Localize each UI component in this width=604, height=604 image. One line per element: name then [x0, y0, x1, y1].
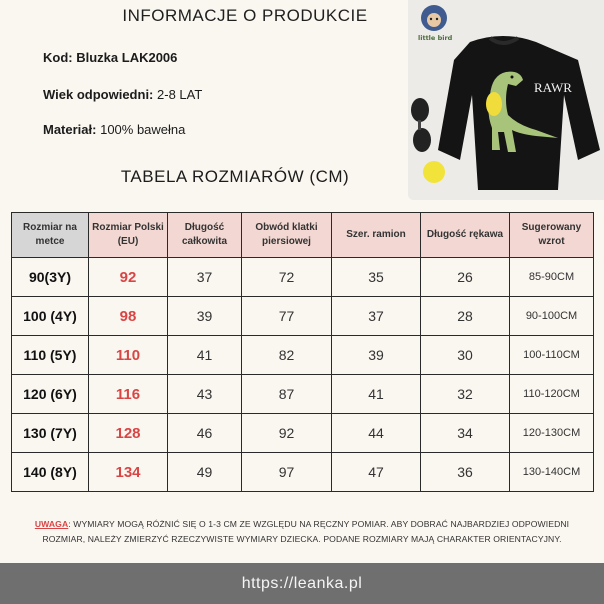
table-row — [12, 336, 594, 375]
polish-size-cell: 98 — [89, 297, 168, 336]
sleeve-cell: 32 — [421, 375, 510, 414]
tag-size-cell: 130 (7Y) — [12, 414, 89, 453]
product-material-label: Materiał: — [43, 122, 97, 137]
chest-cell: 82 — [242, 336, 332, 375]
tag-size-cell: 120 (6Y) — [12, 375, 89, 414]
tag-size-cell: 90(3Y) — [12, 258, 89, 297]
tag-size-cell: 140 (8Y) — [12, 453, 89, 492]
info-title: INFORMACJE O PRODUKCIE — [122, 6, 368, 25]
polish-size-cell: 128 — [89, 414, 168, 453]
product-material — [43, 122, 185, 137]
product-code-label: Kod: — [43, 50, 73, 65]
product-age-value: 2-8 LAT — [157, 87, 203, 102]
chest-cell: 72 — [242, 258, 332, 297]
header-label-tag-size: Rozmiar na metce — [12, 213, 89, 258]
header-polish-size: Rozmiar Polski (EU) — [89, 213, 168, 258]
polish-size-cell: 110 — [89, 336, 168, 375]
shoulder-cell: 37 — [332, 297, 421, 336]
sleeve-cell: 34 — [421, 414, 510, 453]
total-length-cell: 41 — [168, 336, 242, 375]
height-cell: 130-140CM — [510, 453, 594, 492]
header-total-length: Długość całkowita — [168, 213, 242, 258]
sleeve-cell: 26 — [421, 258, 510, 297]
total-length-cell: 49 — [168, 453, 242, 492]
sleeve-cell: 28 — [421, 297, 510, 336]
shoulder-cell: 41 — [332, 375, 421, 414]
chest-cell: 77 — [242, 297, 332, 336]
height-cell: 120-130CM — [510, 414, 594, 453]
note-warning-label: UWAGA — [34, 519, 69, 529]
tag-size-cell: 110 (5Y) — [12, 336, 89, 375]
shoulder-cell: 44 — [332, 414, 421, 453]
height-cell: 110-120CM — [510, 375, 594, 414]
shoulder-cell: 47 — [332, 453, 421, 492]
size-table-title: TABELA ROZMIARÓW (CM) — [120, 167, 350, 186]
height-cell: 85-90CM — [510, 258, 594, 297]
shoulder-cell: 35 — [332, 258, 421, 297]
total-length-cell: 43 — [168, 375, 242, 414]
brand-logo-text: little bird — [418, 34, 453, 42]
header-shoulder: Szer. ramion — [332, 213, 421, 258]
height-cell: 100-110CM — [510, 336, 594, 375]
chest-cell: 97 — [242, 453, 332, 492]
chest-cell: 87 — [242, 375, 332, 414]
polish-size-cell: 134 — [89, 453, 168, 492]
size-table — [11, 212, 594, 492]
product-age-label: Wiek odpowiedni: — [43, 87, 154, 102]
table-row — [12, 297, 594, 336]
polish-size-cell: 92 — [89, 258, 168, 297]
table-row — [12, 375, 594, 414]
table-row — [12, 258, 594, 297]
tag-size-cell: 100 (4Y) — [12, 297, 89, 336]
product-age — [43, 87, 202, 102]
note-text: : WYMIARY MOGĄ RÓŻNIĆ SIĘ O 1-3 CM ZE WZGLĘDU NA RĘCZNY POMIAR. ABY DOBRAĆ NAJBARDZIEJ ODPOWIEDNI ROZMIAR, NALEŻY ZMIERZYĆ RZECZYWISTE WYMIARY DZIECKA. PODANE ROZMIARY MAJĄ CHARAKTER ORIENTACYJNY. — [42, 519, 570, 544]
size-table-header-row — [12, 213, 594, 258]
product-material-value: 100% bawełna — [100, 122, 186, 137]
product-photo — [408, 0, 604, 200]
header-height: Sugerowany wzrot — [510, 213, 594, 258]
footer-bar — [0, 563, 604, 604]
header-sleeve: Długość rękawa — [421, 213, 510, 258]
footer-url-link[interactable]: https://leanka.pl — [241, 574, 363, 592]
product-code — [43, 50, 177, 65]
product-photo-illustration — [408, 0, 604, 200]
ball-icon — [423, 161, 445, 183]
table-row — [12, 414, 594, 453]
height-cell: 90-100CM — [510, 297, 594, 336]
polish-size-cell: 116 — [89, 375, 168, 414]
sleeve-cell: 30 — [421, 336, 510, 375]
total-length-cell: 37 — [168, 258, 242, 297]
shirt-print-text: RAWR — [534, 80, 572, 95]
table-row — [12, 453, 594, 492]
measurement-note — [14, 517, 590, 547]
chest-cell: 92 — [242, 414, 332, 453]
header-chest: Obwód klatki piersiowej — [242, 213, 332, 258]
product-code-value: Bluzka LAK2006 — [76, 50, 178, 65]
total-length-cell: 46 — [168, 414, 242, 453]
total-length-cell: 39 — [168, 297, 242, 336]
shoulder-cell: 39 — [332, 336, 421, 375]
sleeve-cell: 36 — [421, 453, 510, 492]
